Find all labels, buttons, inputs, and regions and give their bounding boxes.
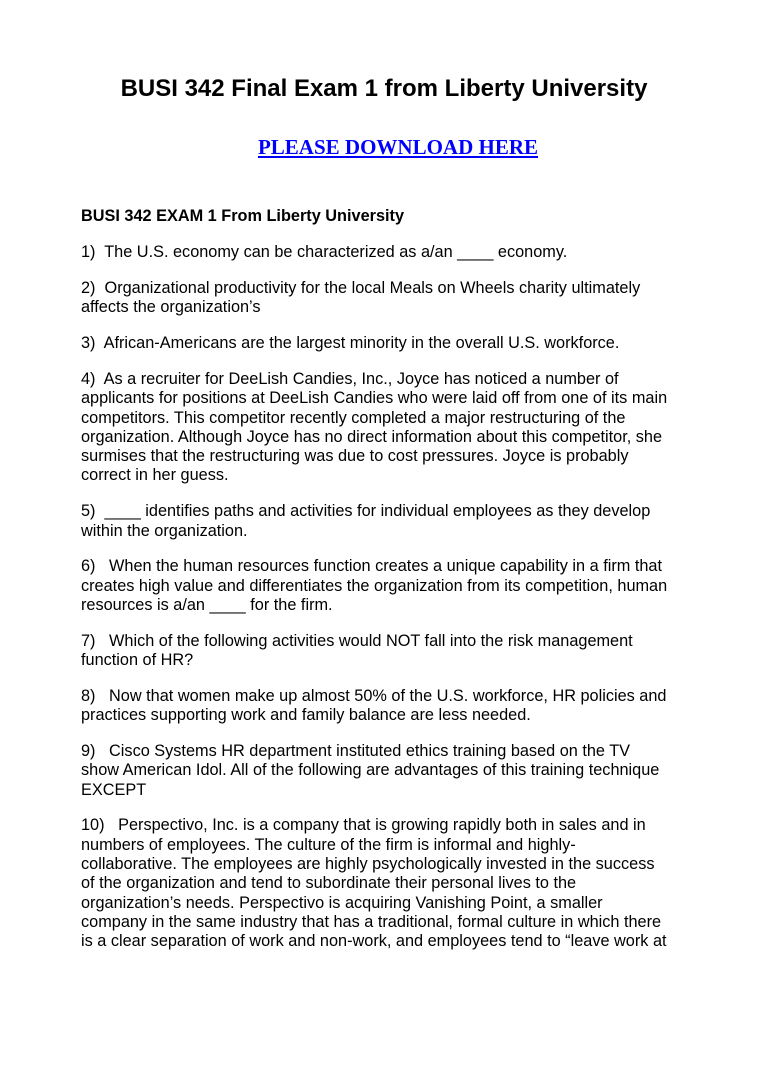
document-title: BUSI 342 Final Exam 1 from Liberty University	[120, 75, 648, 102]
question-7: 7) Which of the following activities would NOT fall into the risk management function of HR?	[81, 631, 633, 670]
question-6: 6) When the human resources function creates a unique capability in a firm that creates high value and differentiates the organization from its competition, human resources is a/an ____ for the firm.	[81, 557, 668, 614]
section-heading: BUSI 342 EXAM 1 From Liberty University	[81, 207, 405, 225]
question-10: 10) Perspectivo, Inc. is a company that is growing rapidly both in sales and in numbers of employees. The culture of the firm is informal and highly- collaborative. The employees are highly psychologically invested in the success of the organization and tend to subordinate their personal lives to the organization’s needs. Perspectivo is acquiring Vanishing Point, a smaller company in the same industry that has a traditional, formal culture in which there is a clear separation of work and non-work, and employees tend to “leave work at	[81, 816, 667, 951]
question-3: 3) African-Americans are the largest minority in the overall U.S. workforce.	[81, 334, 620, 353]
download-link[interactable]: PLEASE DOWNLOAD HERE	[257, 135, 539, 159]
question-8: 8) Now that women make up almost 50% of the U.S. workforce, HR policies and practices supporting work and family balance are less needed.	[81, 686, 667, 725]
document-body	[81, 207, 721, 968]
question-4: 4) As a recruiter for DeeLish Candies, Inc., Joyce has noticed a number of applicants for positions at DeeLish Candies who were laid off from one of its main competitors. This competitor recently completed a major restructuring of the organization. Although Joyce has no direct information about this competitor, she surmises that the restructuring was due to cost pressures. Joyce is probably correct in her guess.	[81, 369, 668, 485]
question-2: 2) Organizational productivity for the local Meals on Wheels charity ultimately affects the organization’s	[81, 279, 641, 317]
question-5: 5) ____ identifies paths and activities for individual employees as they develop within the organization.	[81, 502, 651, 540]
question-9: 9) Cisco Systems HR department instituted ethics training based on the TV show American Idol. All of the following are advantages of this training technique EXCEPT	[81, 741, 660, 799]
question-1: 1) The U.S. economy can be characterized as a/an ____ economy.	[81, 243, 568, 262]
